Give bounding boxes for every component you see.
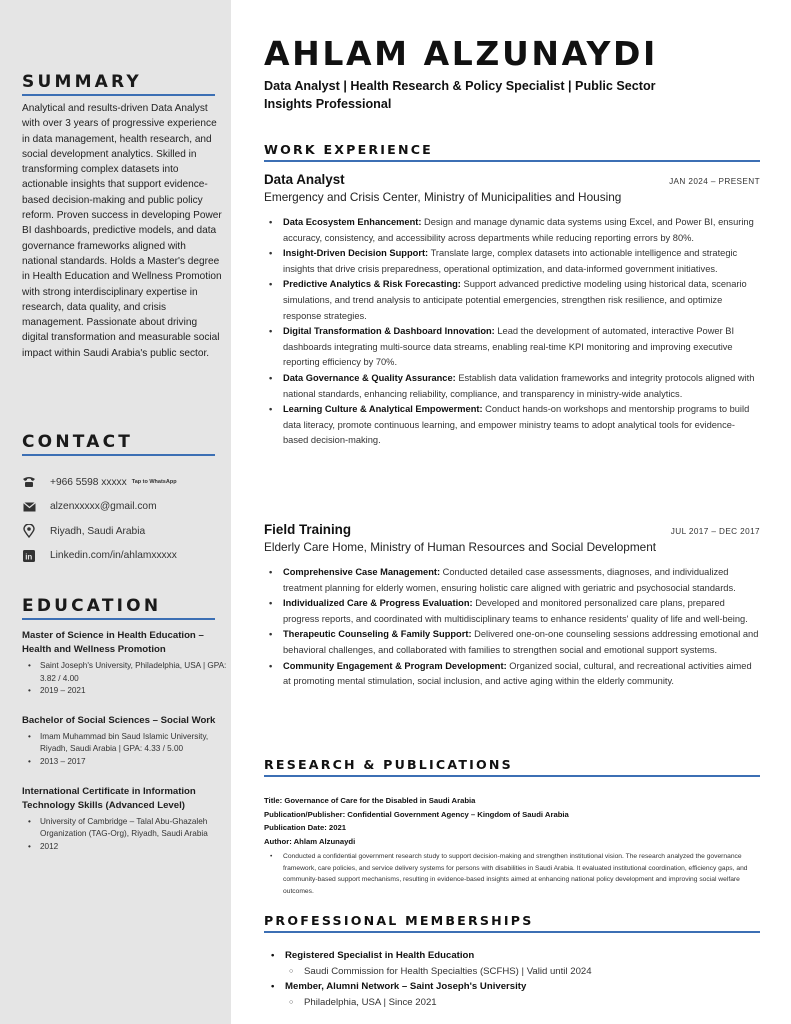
job-entry	[264, 172, 760, 449]
job-bullet: • Individualized Care & Progress Evaluation: Developed and monitored personalized care plans, prepared progress reports, and coordinated with multidisciplinary teams to enhance residents' quality of life and well-being.	[264, 596, 760, 627]
membership-detail: ○ Saudi Commission for Health Specialties (SCFHS) | Valid until 2024	[285, 964, 760, 980]
education-degree: Bachelor of Social Sciences – Social Work	[22, 714, 216, 726]
job-bullet: • Community Engagement & Program Development: Organized social, cultural, and recreational activities aimed at promoting mental stimulation, social inclusion, and active aging within the elderly community.	[264, 659, 760, 690]
job-bullet: • Data Ecosystem Enhancement: Design and manage dynamic data systems using Excel, and Power BI, ensuring accuracy, consistency, and accessibility across departments while reducing reporting errors by 80%.	[264, 215, 760, 246]
membership-item: • Registered Specialist in Health Education ○ Saudi Commission for Health Specialties (SCFHS) | Valid until 2024	[264, 948, 760, 979]
education-detail: • Imam Muhammad bin Saud Islamic University, Riyadh, Saudi Arabia | GPA: 4.33 / 5.00	[22, 731, 227, 756]
job-bullet: • Predictive Analytics & Risk Forecasting: Support advanced predictive modeling using historical data, scenario simulations, and trend analysis to anticipate potential emergencies, strengthen risk resilience, and optimize response strategies.	[264, 277, 760, 324]
job-organization: Emergency and Crisis Center, Ministry of Municipalities and Housing	[264, 190, 622, 204]
contact-email[interactable]	[22, 495, 215, 520]
email-address: alzenxxxxx@gmail.com	[50, 501, 157, 513]
sidebar	[0, 0, 231, 1024]
job-entry	[264, 522, 760, 690]
education-detail: • 2013 – 2017	[22, 756, 227, 769]
education-heading: EDUCATION	[22, 596, 215, 620]
education-item	[22, 785, 227, 854]
job-date: JAN 2024 – PRESENT	[669, 177, 760, 186]
job-bullets	[264, 565, 760, 690]
candidate-name: AHLAM ALZUNAYDI	[264, 34, 658, 73]
phone-icon	[22, 475, 36, 489]
publication-title: Title: Governance of Care for the Disabled in Saudi Arabia	[264, 796, 476, 805]
education-detail: • 2012	[22, 841, 227, 854]
memberships-heading: PROFESSIONAL MEMBERSHIPS	[264, 913, 760, 933]
job-bullet: • Data Governance & Quality Assurance: Establish data validation frameworks and integrity protocols aligned with national standards, enhancing reliability, compliance, and transparency in ministry-wide analytics.	[264, 371, 760, 402]
summary-text: Analytical and results-driven Data Analyst with over 3 years of progressive experience in data management, health research, and social development analytics. Skilled in transforming complex datasets into actionable insights that support evidence-based decision-making and public policy reform. Proven success in developing Power BI dashboards, predictive models, and data governance frameworks aligned with national standards. Holds a Master's degree in Health Education and Wellness Promotion with strong interdisciplinary expertise in research, data quality, and crisis management. Passionate about driving digital transformation and measurable social impact within Saudi Arabia's public sector.	[22, 103, 222, 359]
publication-description: • Conducted a confidential government research study to support decision-making and strengthen institutional vision. The research analyzed the governance framework, care policies, and service delivery systems for persons with disabilities in Saudi Arabia. It evaluated institutional coordination, efficiency gaps, and community-based support mechanisms, resulting in evidence-based insights aimed at enhancing national policy development and improving social welfare outcomes.	[264, 851, 760, 897]
education-detail: • University of Cambridge – Talal Abu-Ghazaleh Organization (TAG-Org), Riyadh, Saudi Arabia	[22, 816, 227, 841]
education-detail: • Saint Joseph's University, Philadelphia, USA | GPA: 3.82 / 4.00	[22, 660, 227, 685]
work-experience-heading: WORK EXPERIENCE	[264, 142, 760, 162]
education-item	[22, 629, 227, 698]
job-title: Field Training	[264, 522, 352, 537]
phone-number: +966 5598 xxxxx	[50, 476, 127, 488]
membership-detail: ○ Philadelphia, USA | Since 2021	[285, 995, 760, 1011]
svg-text:in: in	[25, 552, 33, 562]
job-bullet: • Learning Culture & Analytical Empowerment: Conduct hands-on workshops and mentorship programs to build data literacy, promote continuous learning, and empower ministry teams to adopt analytical tools for evidence-based decision-making.	[264, 402, 760, 449]
membership-item: • Member, Alumni Network – Saint Joseph's University ○ Philadelphia, USA | Since 2021	[264, 979, 760, 1010]
publication-publisher: Publication/Publisher: Confidential Government Agency – Kingdom of Saudi Arabia	[264, 809, 569, 819]
whatsapp-tag[interactable]: Tap to WhatsApp	[131, 479, 177, 486]
contact-list	[22, 470, 215, 568]
education-degree: Master of Science in Health Education – Health and Wellness Promotion	[22, 630, 204, 655]
publication-author: Author: Ahlam Alzunaydi	[264, 836, 356, 846]
job-bullets	[264, 215, 760, 449]
contact-section	[22, 432, 215, 568]
education-detail: • 2019 – 2021	[22, 685, 227, 698]
linkedin-icon	[22, 549, 36, 563]
contact-phone[interactable]	[22, 470, 215, 495]
publication-date: Publication Date: 2021	[264, 823, 347, 832]
education-degree: International Certificate in Information Technology Skills (Advanced Level)	[22, 785, 196, 811]
summary-heading: SUMMARY	[22, 72, 215, 96]
job-bullet: • Insight-Driven Decision Support: Translate large, complex datasets into actionable intelligence and strategic insights that drive crisis preparedness, operational optimization, and data-informed government initiatives.	[264, 246, 760, 277]
envelope-icon	[22, 500, 36, 514]
linkedin-url: Linkedin.com/in/ahlamxxxxx	[50, 550, 177, 562]
candidate-subtitle: Data Analyst | Health Research & Policy Specialist | Public Sector Insights Professional	[264, 79, 656, 111]
memberships-list	[264, 948, 760, 1010]
contact-linkedin[interactable]	[22, 544, 215, 569]
job-title: Data Analyst	[264, 172, 345, 187]
contact-location	[22, 519, 215, 544]
job-bullet: • Digital Transformation & Dashboard Innovation: Lead the development of automated, interactive Power BI dashboards integrating multi-source data streams, enabling real-time KPI monitoring and improving executive reporting efficiency by 70%.	[264, 324, 760, 371]
contact-heading: CONTACT	[22, 432, 215, 456]
education-section	[22, 596, 227, 853]
location-text: Riyadh, Saudi Arabia	[50, 525, 146, 537]
education-item	[22, 714, 227, 769]
job-organization: Elderly Care Home, Ministry of Human Resources and Social Development	[264, 540, 657, 554]
summary-section	[22, 72, 222, 361]
research-heading: RESEARCH & PUBLICATIONS	[264, 757, 760, 777]
job-bullet: • Therapeutic Counseling & Family Support: Delivered one-on-one counseling sessions addressing emotional and behavioral challenges, and collaborated with families to strengthen social and emotional support systems.	[264, 627, 760, 658]
map-pin-icon	[22, 524, 36, 538]
job-bullet: • Comprehensive Case Management: Conducted detailed case assessments, diagnoses, and individualized treatment planning for elderly women, ensuring holistic care aligned with geriatric and psychosocial standards.	[264, 565, 760, 596]
publication-entry	[264, 794, 760, 897]
job-date: JUL 2017 – DEC 2017	[670, 527, 760, 536]
